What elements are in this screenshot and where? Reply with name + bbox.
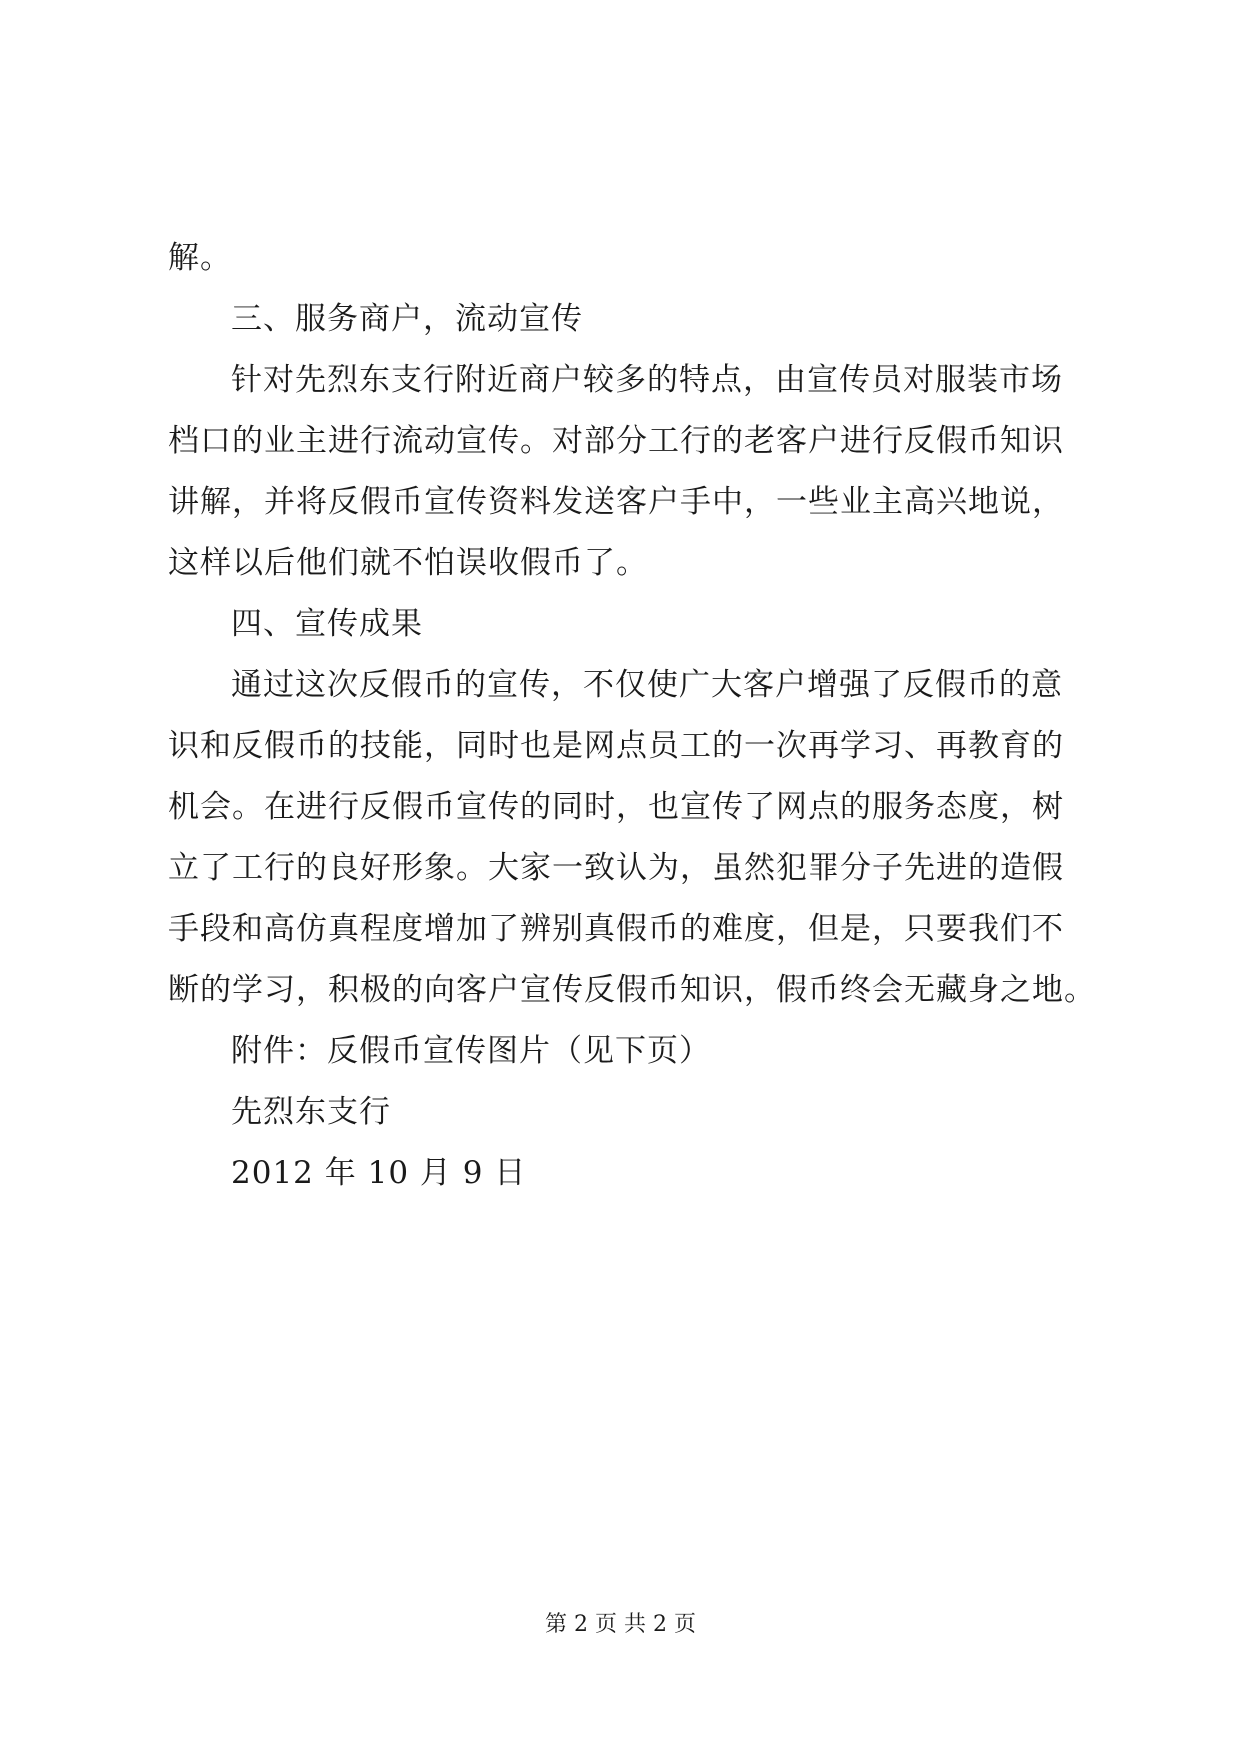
- paragraph-line: 通过这次反假币的宣传，不仅使广大客户增强了反假币的意: [231, 667, 1063, 703]
- paragraph-line: 解。: [168, 240, 232, 276]
- section-heading: 三、服务商户，流动宣传: [231, 301, 583, 337]
- signature-date: 2012 年 10 月 9 日: [231, 1155, 527, 1191]
- paragraph-line: 立了工行的良好形象。大家一致认为，虽然犯罪分子先进的造假: [168, 850, 1064, 886]
- attachment-note: 附件：反假币宣传图片（见下页）: [231, 1033, 711, 1069]
- paragraph-line: 机会。在进行反假币宣传的同时，也宣传了网点的服务态度，树: [168, 789, 1064, 825]
- paragraph-line: 档口的业主进行流动宣传。对部分工行的老客户进行反假币知识: [168, 423, 1064, 459]
- paragraph-line: 针对先烈东支行附近商户较多的特点，由宣传员对服装市场: [231, 362, 1063, 398]
- paragraph-line: 识和反假币的技能，同时也是网点员工的一次再学习、再教育的: [168, 728, 1064, 764]
- paragraph-line: 手段和高仿真程度增加了辨别真假币的难度，但是，只要我们不: [168, 911, 1064, 947]
- section-heading: 四、宣传成果: [231, 606, 423, 642]
- paragraph-line: 这样以后他们就不怕误收假币了。: [168, 545, 648, 581]
- paragraph-line: 断的学习，积极的向客户宣传反假币知识，假币终会无藏身之地。: [168, 972, 1096, 1008]
- paragraph-line: 讲解，并将反假币宣传资料发送客户手中，一些业主高兴地说，: [168, 484, 1064, 520]
- signature-branch: 先烈东支行: [231, 1094, 391, 1130]
- page-number-footer: 第 2 页 共 2 页: [545, 1612, 696, 1637]
